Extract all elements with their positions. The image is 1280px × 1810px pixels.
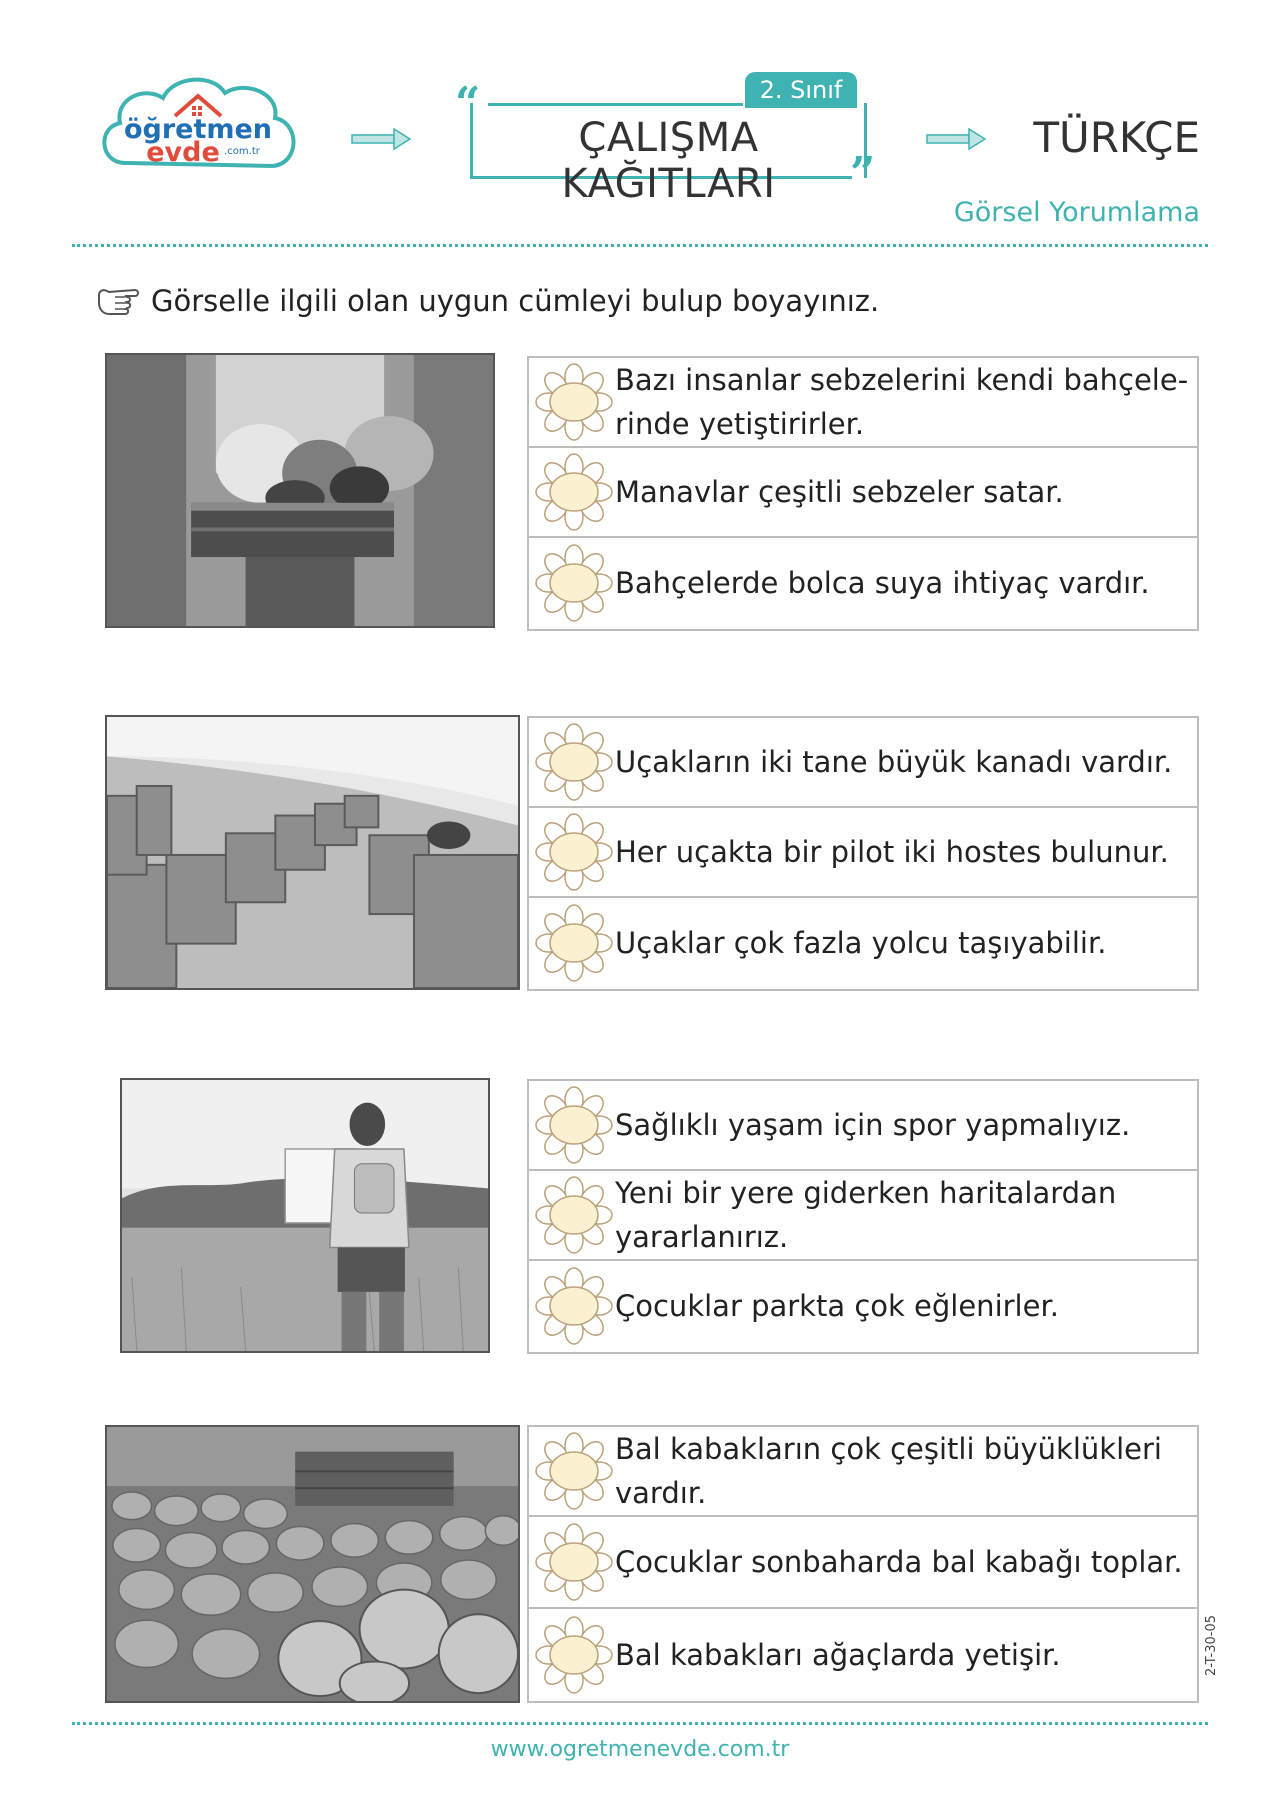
flower-icon[interactable] bbox=[533, 451, 615, 533]
flower-icon[interactable] bbox=[533, 1430, 615, 1512]
option-3-2[interactable] bbox=[529, 1171, 1197, 1261]
subject-title: TÜRKÇE bbox=[1033, 113, 1200, 162]
option-1-3[interactable] bbox=[529, 538, 1197, 628]
option-2-2[interactable] bbox=[529, 808, 1197, 898]
document-code: 2-T-30-05 bbox=[1204, 1615, 1219, 1676]
photo-vegetables bbox=[105, 353, 495, 628]
top-divider bbox=[72, 244, 1208, 247]
options-group-4 bbox=[527, 1425, 1199, 1703]
photo-child-with-map bbox=[120, 1078, 490, 1353]
logo-suffix: .com.tr bbox=[224, 146, 260, 157]
option-text: Sağlıklı yaşam için spor yapmalıyız. bbox=[615, 1108, 1131, 1142]
instruction bbox=[95, 281, 879, 321]
photo-airplane-cabin bbox=[105, 715, 520, 990]
logo-text-top: öğretmen bbox=[123, 114, 273, 145]
pointing-hand-icon bbox=[95, 281, 147, 321]
arrow-icon bbox=[925, 127, 987, 151]
page-title: ÇALIŞMA KAĞITLARI bbox=[561, 115, 776, 207]
bottom-divider bbox=[72, 1722, 1208, 1725]
flower-icon[interactable] bbox=[533, 1521, 615, 1603]
flower-icon[interactable] bbox=[533, 1084, 615, 1166]
option-text: Bal kabakları ağaçlarda yetişir. bbox=[615, 1638, 1061, 1672]
flower-icon[interactable] bbox=[533, 902, 615, 984]
instruction-text: Görselle ilgili olan uygun cümleyi bulup boyayınız. bbox=[151, 284, 880, 318]
option-4-1[interactable] bbox=[529, 1427, 1197, 1517]
option-text: Çocuklar sonbaharda bal kabağı toplar. bbox=[615, 1545, 1183, 1579]
flower-icon[interactable] bbox=[533, 1265, 615, 1347]
option-1-2[interactable] bbox=[529, 448, 1197, 538]
flower-icon[interactable] bbox=[533, 721, 615, 803]
option-3-3[interactable] bbox=[529, 1261, 1197, 1351]
option-3-1[interactable] bbox=[529, 1081, 1197, 1171]
option-text: Uçaklar çok fazla yolcu taşıyabilir. bbox=[615, 926, 1107, 960]
option-text: Çocuklar parkta çok eğlenirler. bbox=[615, 1289, 1059, 1323]
open-quote-icon: “ bbox=[455, 78, 481, 129]
flower-icon[interactable] bbox=[533, 542, 615, 624]
option-text: Bahçelerde bolca suya ihtiyaç vardır. bbox=[615, 566, 1150, 600]
flower-icon[interactable] bbox=[533, 811, 615, 893]
option-text: Manavlar çeşitli sebzeler satar. bbox=[615, 475, 1064, 509]
option-2-3[interactable] bbox=[529, 898, 1197, 988]
option-text: Uçakların iki tane büyük kanadı vardır. bbox=[615, 745, 1173, 779]
photo-pumpkins bbox=[105, 1425, 520, 1703]
option-2-1[interactable] bbox=[529, 718, 1197, 808]
grade-tab: 2. Sınıf bbox=[745, 72, 857, 108]
option-1-1[interactable] bbox=[529, 358, 1197, 448]
options-group-2 bbox=[527, 716, 1199, 991]
option-text: Yeni bir yere giderken haritalardan yararlanırız. bbox=[615, 1176, 1117, 1254]
topic-title: Görsel Yorumlama bbox=[953, 197, 1200, 228]
flower-icon[interactable] bbox=[533, 1174, 615, 1256]
logo bbox=[95, 68, 300, 190]
option-text: Bazı insanlar sebzelerini kendi bahçele- rinde yetiştirirler. bbox=[615, 363, 1189, 441]
footer-website: www.ogretmenevde.com.tr bbox=[490, 1737, 790, 1762]
flower-icon[interactable] bbox=[533, 361, 615, 443]
options-group-1 bbox=[527, 356, 1199, 631]
close-quote-icon: ” bbox=[850, 148, 876, 199]
arrow-icon bbox=[350, 127, 412, 151]
option-text: Her uçakta bir pilot iki hostes bulunur. bbox=[615, 835, 1169, 869]
option-text: Bal kabakların çok çeşitli büyüklükleri vardır. bbox=[615, 1432, 1162, 1510]
option-4-3[interactable] bbox=[529, 1609, 1197, 1701]
logo-text-bottom: evde bbox=[146, 137, 220, 168]
option-4-2[interactable] bbox=[529, 1517, 1197, 1609]
flower-icon[interactable] bbox=[533, 1614, 615, 1696]
options-group-3 bbox=[527, 1079, 1199, 1354]
